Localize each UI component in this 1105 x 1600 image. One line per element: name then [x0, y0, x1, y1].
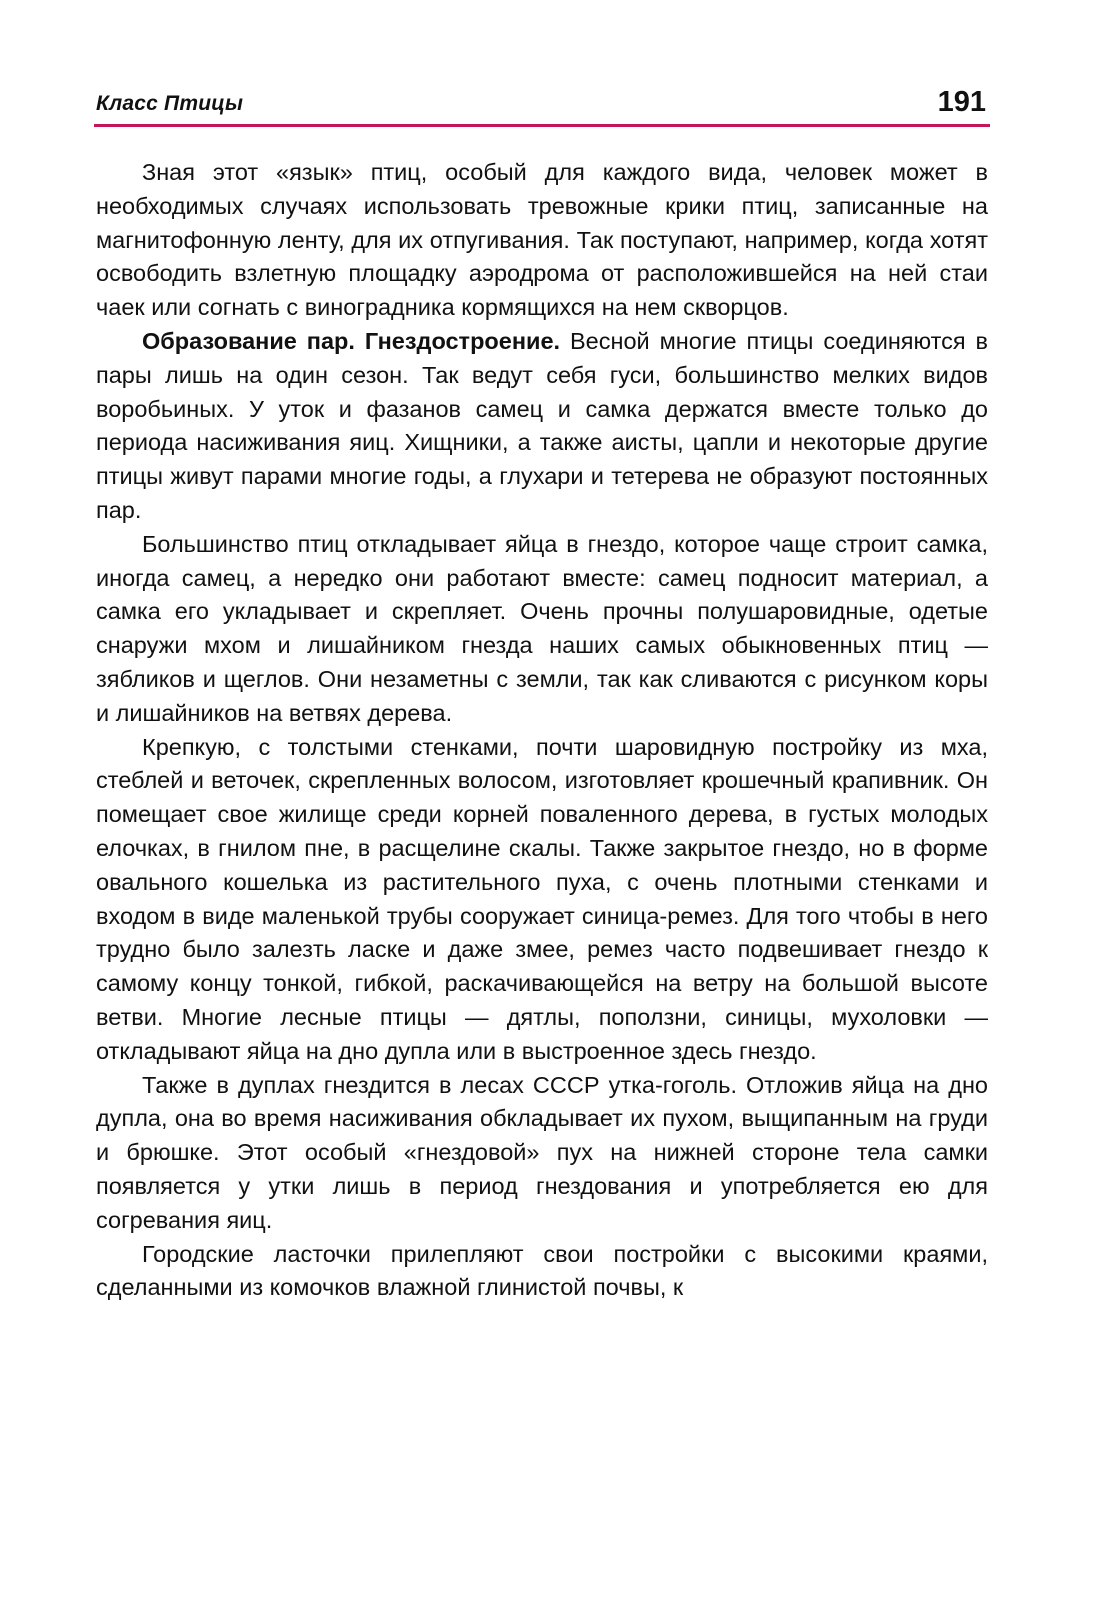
paragraph-wren-and-remez: [96, 731, 988, 1069]
paragraph-language-of-birds: [96, 156, 988, 325]
paragraph-nest-building: [96, 528, 988, 731]
body-text: [96, 156, 988, 1305]
paragraph-swallows: [96, 1238, 988, 1306]
paragraph-heading: Образование пар. Гнездостроение.: [142, 327, 561, 354]
paragraph-pair-formation: [96, 325, 988, 528]
page-number: 191: [937, 86, 986, 118]
paragraph-text: Городские ласточки прилепляют свои постройки с высокими краями, сделанными из комочков влажной глинистой почвы, к: [96, 1240, 988, 1301]
section-title: Класс Птицы: [96, 92, 244, 115]
running-head: [96, 86, 988, 126]
paragraph-text: Также в дуплах гнездится в лесах СССР утка-гоголь. Отложив яйца на дно дупла, она во время насиживания обкладывает их пухом, выщипанным на груди и брюшке. Этот особый «гнездовой» пух на нижней стороне тела самки появляется у утки лишь в период гнездования и употребляется ею для согревания яиц.: [96, 1071, 988, 1233]
header-rule: [94, 124, 990, 127]
paragraph-goldeneye: [96, 1069, 988, 1238]
paragraph-text: Большинство птиц откладывает яйца в гнездо, которое чаще строит самка, иногда самец, а нередко они работают вместе: самец подносит материал, а самка его укладывает и скрепляет. Очень прочны полушаровидные, одетые снаружи мхом и лишайником гнезда наших самых обыкновенных птиц — зябликов и щеглов. Они незаметны с земли, так как сливаются с рисунком коры и лишайников на ветвях дерева.: [96, 530, 988, 726]
paragraph-text: Весной многие птицы соединяются в пары лишь на один сезон. Так ведут себя гуси, большинство мелких видов воробьиных. У уток и фазанов самец и самка держатся вместе только до периода насиживания яиц. Хищники, а также аисты, цапли и некоторые другие птицы живут парами многие годы, а глухари и тетерева не образуют постоянных пар.: [96, 327, 988, 523]
paragraph-text: Крепкую, с толстыми стенками, почти шаровидную постройку из мха, стеблей и веточек, скрепленных волосом, изготовляет крошечный крапивник. Он помещает свое жилище среди корней поваленного дерева, в густых молодых елочках, в гнилом пне, в расщелине скалы. Также закрытое гнездо, но в форме овального кошелька из растительного пуха, с очень плотными стенками и входом в виде маленькой трубы сооружает синица-ремез. Для того чтобы в него трудно было залезть ласке и даже змее, ремез часто подвешивает гнездо к самому концу тонкой, гибкой, раскачивающейся на ветру на большой высоте ветви. Многие лесные птицы — дятлы, поползни, синицы, мухоловки — откладывают яйца на дно дупла или в выстроенное здесь гнездо.: [96, 733, 988, 1064]
paragraph-text: Зная этот «язык» птиц, особый для каждого вида, человек может в необходимых случаях использовать тревожные крики птиц, записанные на магнитофонную ленту, для их отпугивания. Так поступают, например, когда хотят освободить взлетную площадку аэродрома от расположившейся на ней стаи чаек или согнать с виноградника кормящихся на нем скворцов.: [96, 159, 988, 321]
